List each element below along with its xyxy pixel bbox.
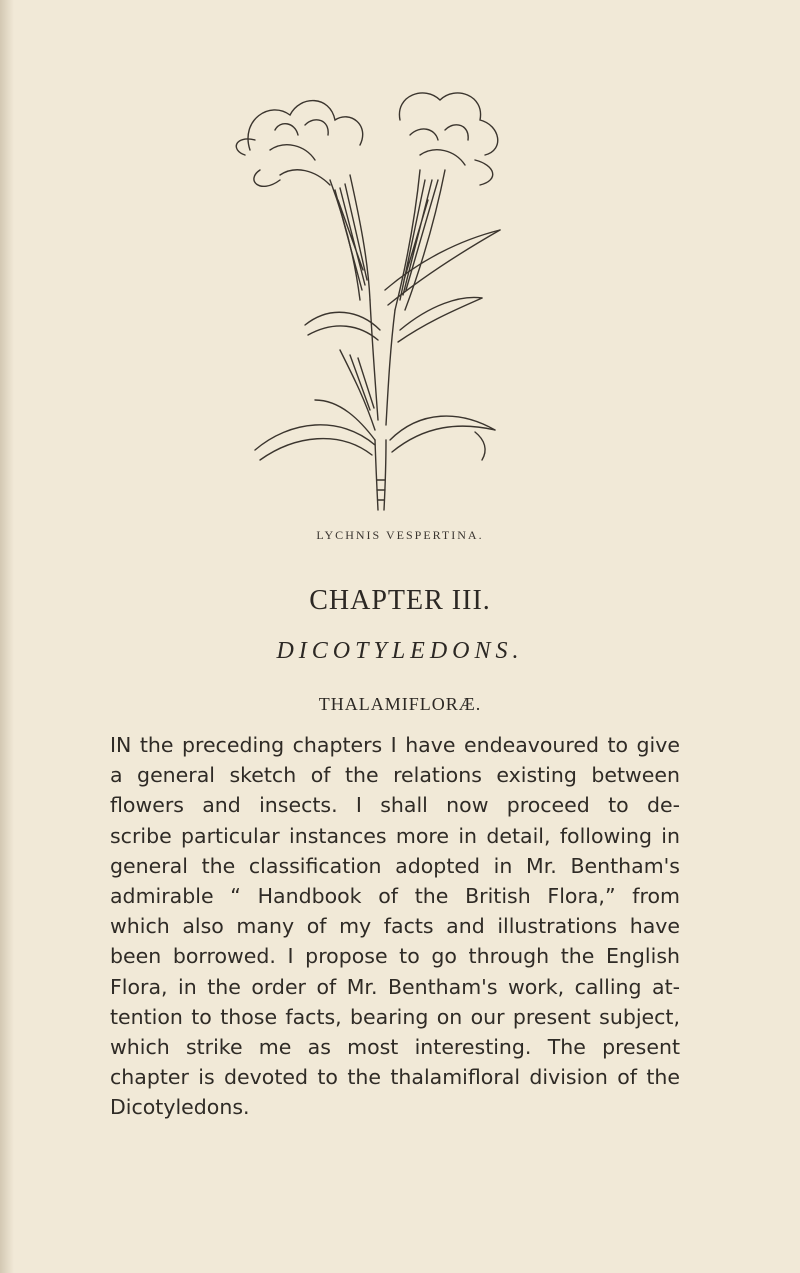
- subsection-title: THALAMIFLORÆ.: [318, 694, 482, 714]
- illustration-caption: LYCHNIS VESPERTINA.: [316, 528, 484, 542]
- body-line: tention to those facts, bearing on our present subject,: [110, 1004, 680, 1029]
- body-line: been borrowed. I propose to go through the English: [110, 944, 680, 969]
- body-paragraph: [110, 730, 680, 1123]
- section-title: DICOTYLEDONS.: [276, 638, 524, 664]
- body-line: IN the preceding chapters I have endeavoured to give: [110, 733, 680, 757]
- botanical-illustration: [220, 80, 520, 520]
- body-line: admirable “ Handbook of the British Flora,” from: [110, 884, 680, 909]
- body-line: Flora, in the order of Mr. Bentham's work, calling at-: [110, 974, 680, 999]
- chapter-title: CHAPTER III.: [309, 585, 491, 616]
- body-line: chapter is devoted to the thalamifloral division of the: [110, 1065, 680, 1090]
- body-line: Dicotyledons.: [110, 1095, 250, 1120]
- page-gutter-shadow: [0, 0, 14, 1273]
- body-line: which strike me as most interesting. The present: [110, 1035, 680, 1060]
- body-line: flowers and insects. I shall now proceed to de-: [110, 793, 680, 818]
- body-line: which also many of my facts and illustrations have: [110, 914, 680, 939]
- lychnis-flower-drawing: [220, 80, 520, 520]
- body-line: general the classification adopted in Mr. Bentham's: [110, 853, 680, 878]
- body-line: scribe particular instances more in detail, following in: [110, 823, 680, 848]
- body-line: a general sketch of the relations existing between: [110, 763, 680, 788]
